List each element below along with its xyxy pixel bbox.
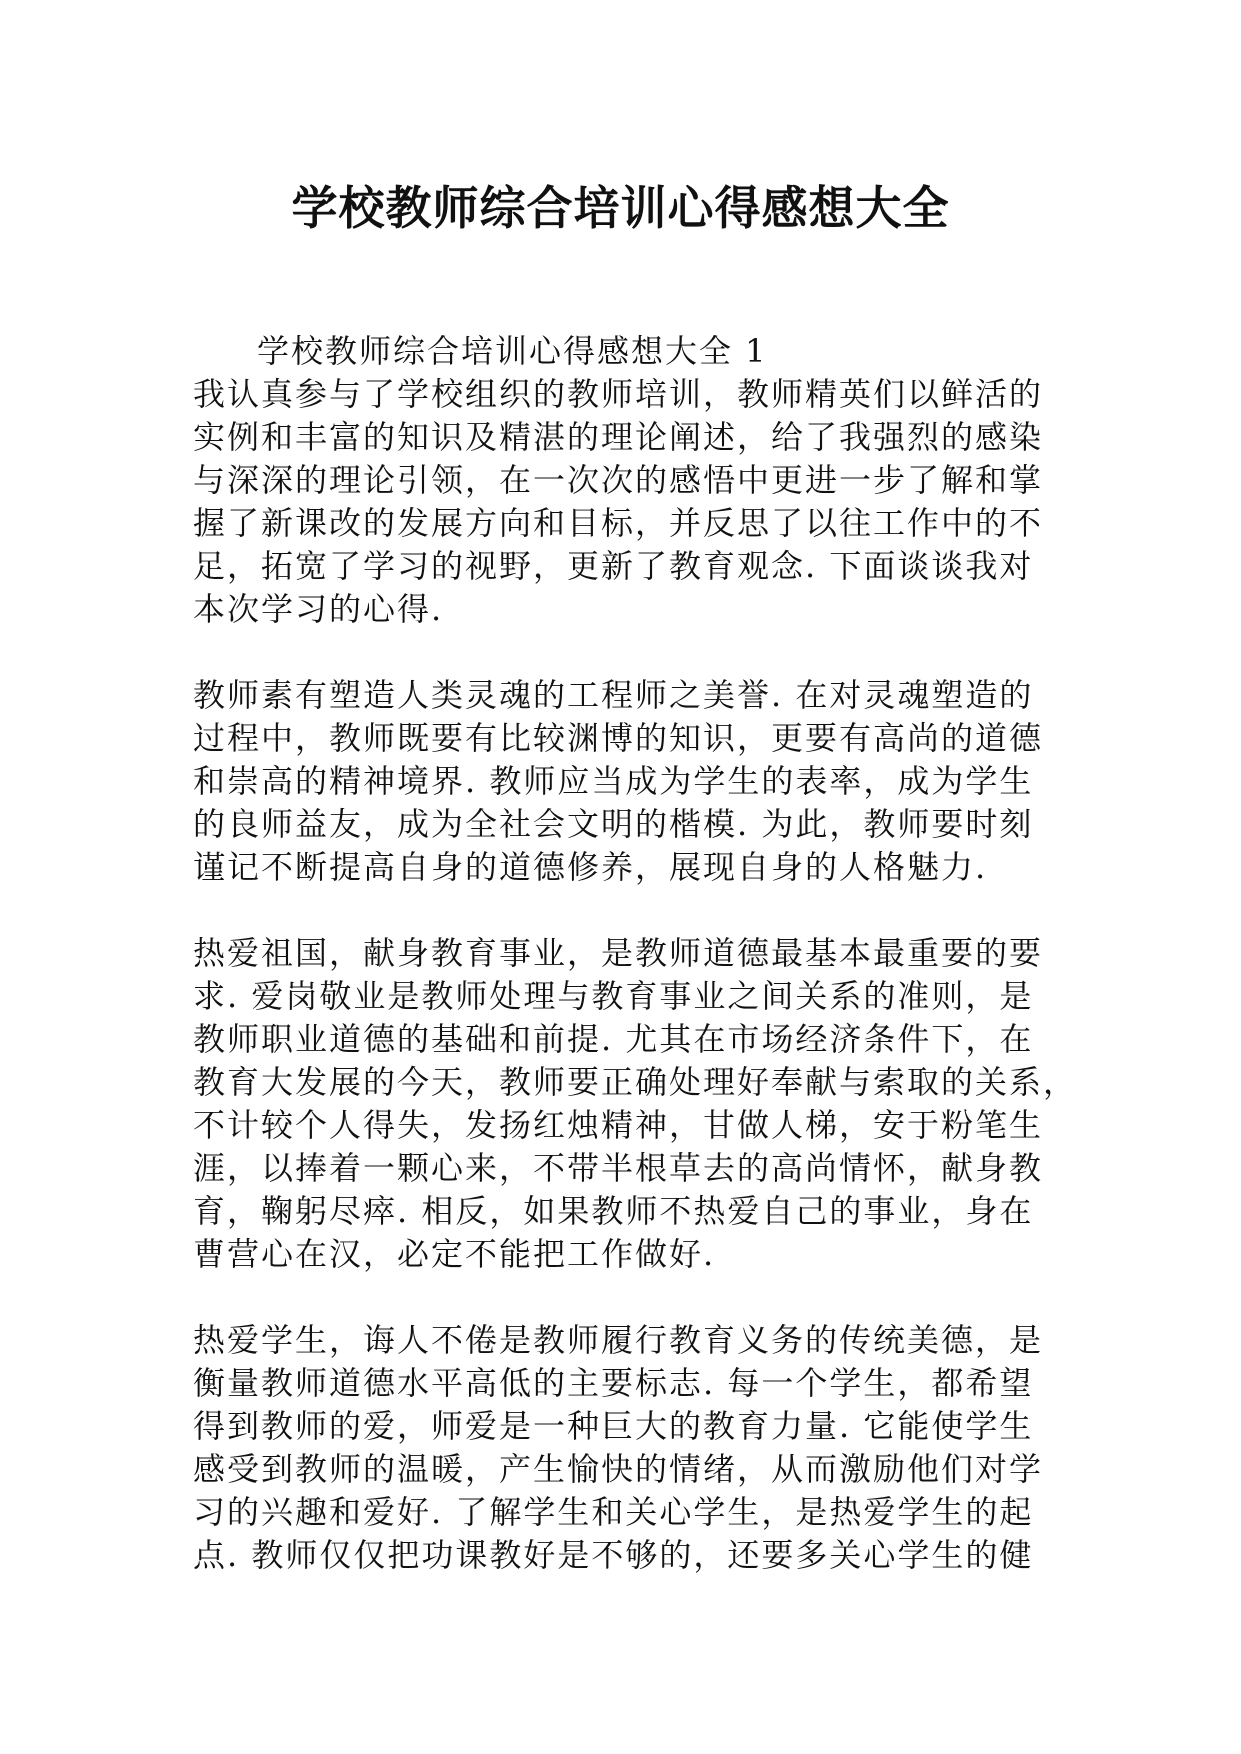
text-line: 过程中，教师既要有比较渊博的知识，更要有高尚的道德 — [193, 719, 1044, 757]
text-line: 得到教师的爱，师爱是一种巨大的教育力量. 它能使学生 — [193, 1407, 1034, 1445]
text-line: 的良师益友，成为全社会文明的楷模. 为此，教师要时刻 — [193, 805, 1034, 843]
text-line: 与深深的理论引领，在一次次的感悟中更进一步了解和掌 — [193, 461, 1044, 499]
paragraph — [193, 373, 1044, 631]
paragraph-spacer — [193, 631, 1033, 674]
paragraph-spacer — [193, 889, 1033, 932]
text-line: 育，鞠躬尽瘁. 相反，如果教师不热爱自己的事业，身在 — [193, 1192, 1034, 1230]
text-line: 点. 教师仅仅把功课教好是不够的，还要多关心学生的健 — [193, 1536, 1034, 1574]
text-line: 求. 爱岗敬业是教师处理与教育事业之间关系的准则，是 — [193, 977, 1034, 1015]
text-line: 教师职业道德的基础和前提. 尤其在市场经济条件下，在 — [193, 1020, 1034, 1058]
text-line: 热爱学生，诲人不倦是教师履行教育义务的传统美德，是 — [193, 1321, 1044, 1359]
text-line: 和崇高的精神境界. 教师应当成为学生的表率，成为学生 — [193, 762, 1034, 800]
text-line: 教师素有塑造人类灵魂的工程师之美誉. 在对灵魂塑造的 — [193, 676, 1034, 714]
text-line: 谨记不断提高自身的道德修养，展现自身的人格魅力. — [193, 848, 988, 886]
text-line: 足，拓宽了学习的视野，更新了教育观念. 下面谈谈我对 — [193, 547, 1034, 585]
text-line: 衡量教师道德水平高低的主要标志. 每一个学生，都希望 — [193, 1364, 1034, 1402]
text-line: 教育大发展的今天，教师要正确处理好奉献与索取的关系， — [193, 1063, 1078, 1101]
document-title: 学校教师综合培训心得感想大全 — [291, 181, 950, 235]
text-line: 不计较个人得失，发扬红烛精神，甘做人梯，安于粉笔生 — [193, 1106, 1044, 1144]
text-line: 涯，以捧着一颗心来，不带半根草去的高尚情怀，献身教 — [193, 1149, 1044, 1187]
text-line: 曹营心在汉，必定不能把工作做好. — [193, 1235, 716, 1273]
text-line: 实例和丰富的知识及精湛的理论阐述，给了我强烈的感染 — [193, 418, 1044, 456]
text-line: 我认真参与了学校组织的教师培训，教师精英们以鲜活的 — [193, 375, 1044, 413]
text-line: 本次学习的心得. — [193, 590, 444, 628]
section-heading: 学校教师综合培训心得感想大全 1 — [257, 332, 768, 370]
text-line: 握了新课改的发展方向和目标，并反思了以往工作中的不 — [193, 504, 1044, 542]
text-line: 习的兴趣和爱好. 了解学生和关心学生，是热爱学生的起 — [193, 1493, 1034, 1531]
paragraph — [193, 674, 1044, 889]
paragraph — [193, 932, 1078, 1276]
text-line: 感受到教师的温暖，产生愉快的情绪，从而激励他们对学 — [193, 1450, 1044, 1488]
paragraph-spacer — [193, 1276, 1033, 1319]
document-body — [193, 330, 1078, 1577]
paragraph — [193, 1319, 1044, 1577]
text-line: 热爱祖国，献身教育事业，是教师道德最基本最重要的要 — [193, 934, 1044, 972]
